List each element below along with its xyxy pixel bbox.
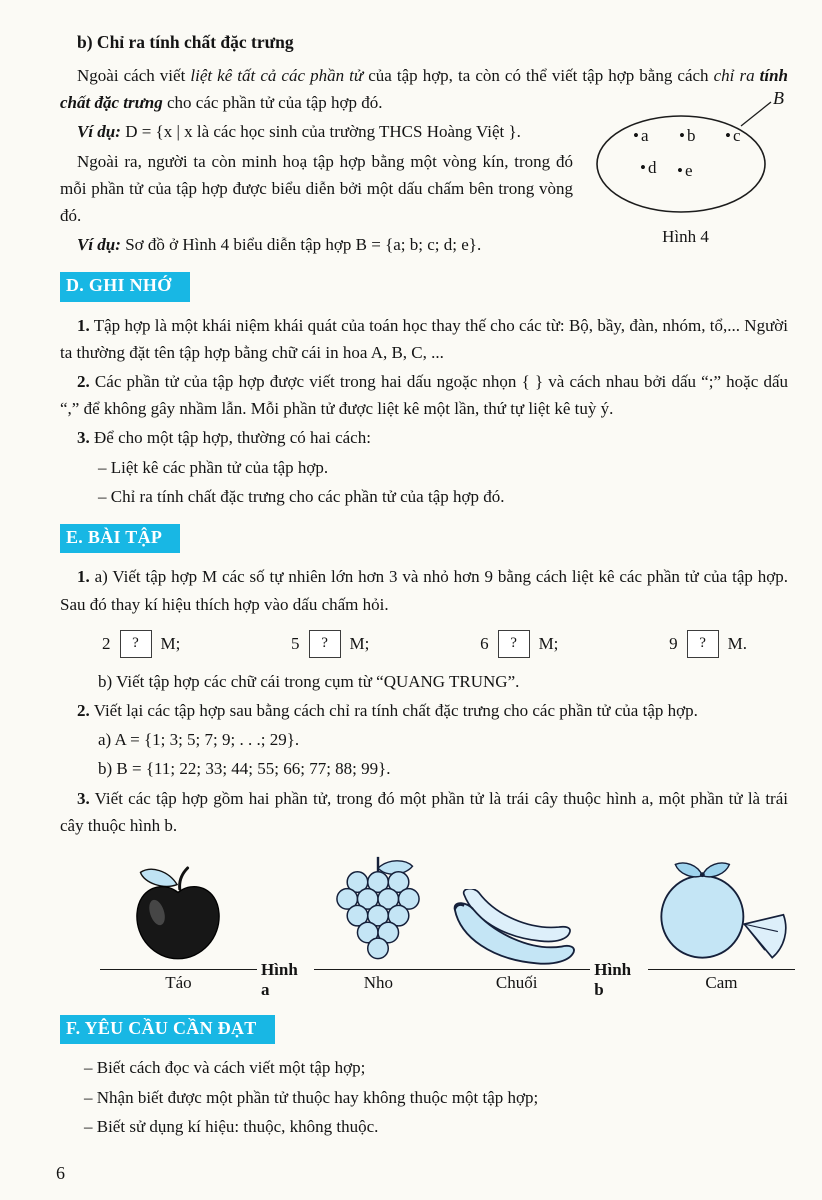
goal-item-3: – Biết sử dụng kí hiệu: thuộc, không thuộc. [84, 1117, 379, 1137]
apple-icon [130, 865, 226, 967]
membership-question [291, 630, 369, 658]
text-run-bold-italic: tính chất đặc trưng [60, 66, 788, 113]
banana-icon [446, 889, 588, 967]
fruit-label-grapes: Nho [363, 972, 393, 992]
section-d-header: D. GHI NHỚ [60, 272, 190, 301]
exercise-3 [60, 785, 788, 839]
answer-box: ? [498, 630, 530, 658]
question-number: 2 [102, 633, 111, 653]
question-number: 5 [291, 633, 300, 653]
apple-image [130, 865, 226, 967]
note-item-2 [60, 368, 788, 422]
goal-item-2: – Nhận biết được một phần tử thuộc hay không thuộc một tập hợp; [84, 1087, 539, 1107]
apple-figure [100, 865, 257, 993]
element-dot-d: • d [640, 158, 656, 178]
grapes-icon [326, 855, 430, 967]
question-number: 6 [480, 633, 489, 653]
ground-line [443, 969, 590, 970]
element-dot-e: • e [677, 161, 693, 181]
item-text: Tập hợp là một khái niệm khái quát của toán học thay thế cho các từ: Bộ, bầy, đàn, nhóm, tổ,... Người ta thường đặt tên tập hợp bằng chữ cái in hoa A, B, C, ... [60, 315, 788, 362]
fruit-figures [100, 855, 795, 999]
figure-4-caption: Hình 4 [662, 227, 709, 247]
fruit-label-orange: Cam [705, 972, 738, 992]
set-suffix: M; [349, 633, 370, 653]
ground-line [648, 969, 795, 970]
exercise-1 [60, 563, 788, 617]
element-dot-b: • b [679, 126, 695, 146]
text-run: cho các phần tử của tập hợp đó. [162, 93, 383, 113]
item-number: 3. [77, 428, 90, 448]
set-suffix: M; [538, 633, 559, 653]
exercise-text: Viết các tập hợp gồm hai phần tử, trong đó một phần tử là trái cây thuộc hình a, một phần tử là trái cây thuộc hình b. [60, 788, 788, 835]
exercise-number: 1. [77, 567, 90, 587]
banana-image [446, 889, 588, 967]
question-number: 9 [669, 633, 678, 653]
orange-image [651, 857, 791, 967]
set-diagram-figure [583, 88, 788, 247]
goal-item-1: – Biết cách đọc và cách viết một tập hợp; [84, 1058, 366, 1078]
note-item-1 [60, 312, 788, 366]
membership-question [102, 630, 180, 658]
figure-b-caption: Hình b [594, 959, 632, 999]
note-item-3 [60, 424, 788, 451]
grapes-image [326, 855, 430, 967]
exercise-text: Viết lại các tập hợp sau bằng cách chỉ ra tính chất đặc trưng cho các phần tử của tập hợp. [89, 700, 698, 720]
membership-fill-row [102, 630, 747, 658]
note-dash-2: – Chỉ ra tính chất đặc trưng cho các phần tử của tập hợp đó. [98, 486, 505, 506]
banana-figure [443, 889, 590, 993]
exercise-2b: b) B = {11; 22; 33; 44; 55; 66; 77; 88; 99}. [98, 759, 391, 779]
exercise-number: 2. [77, 700, 90, 720]
fruit-label-apple: Táo [165, 972, 192, 992]
ellipse-outline-icon [583, 92, 788, 226]
fruit-label-banana: Chuối [495, 972, 538, 992]
membership-question [480, 630, 558, 658]
set-name-label: B [773, 88, 784, 109]
exercise-2a: a) A = {1; 3; 5; 7; 9; . . .; 29}. [98, 730, 300, 750]
note-dash-1: – Liệt kê các phần tử của tập hợp. [98, 457, 329, 477]
item-text: Để cho một tập hợp, thường có hai cách: [89, 428, 371, 448]
exercise-1b: b) Viết tập hợp các chữ cái trong cụm từ “QUANG TRUNG”. [98, 671, 520, 691]
item-number: 2. [77, 372, 90, 392]
answer-box: ? [120, 630, 152, 658]
element-dot-a: • a [633, 126, 649, 146]
exercise-2 [60, 697, 788, 724]
set-suffix: M; [160, 633, 181, 653]
text-run: của tập hợp, ta còn có thể viết tập hợp bằng cách [363, 66, 714, 85]
page-number: 6 [56, 1163, 65, 1183]
venn-diagram [583, 88, 788, 226]
membership-question [669, 630, 747, 658]
example-text: D = {x | x là các học sinh của trường THCS Hoàng Việt }. [120, 122, 521, 142]
set-suffix: M. [727, 633, 747, 653]
orange-figure [648, 857, 795, 993]
intro-paragraph-2: Ngoài ra, người ta còn minh hoạ tập hợp bằng một vòng kín, trong đó mỗi phần tử của tập hợp được biểu diễn bởi một dấu chấm bên trong vòng đó. [60, 151, 573, 225]
ground-line [314, 969, 443, 970]
element-dot-c: • c [725, 126, 741, 146]
text-run: Ngoài cách viết [77, 66, 191, 85]
section-e-header: E. BÀI TẬP [60, 524, 180, 553]
exercise-number: 3. [77, 788, 90, 808]
item-text: Các phần tử của tập hợp được viết trong hai dấu ngoặc nhọn { } và cách nhau bởi dấu “;” hoặc dấu “,” để không gây nhầm lẫn. Mỗi phần tử được liệt kê một lần, thứ tự liệt kê tuỳ ý. [60, 372, 788, 419]
exercise-text: a) Viết tập hợp M các số tự nhiên lớn hơn 3 và nhỏ hơn 9 bằng cách liệt kê các phần tử của tập hợp. Sau đó thay kí hiệu thích hợp vào dấu chấm hỏi. [60, 567, 788, 614]
example-text: Sơ đồ ở Hình 4 biểu diễn tập hợp B = {a; b; c; d; e}. [120, 235, 482, 255]
example-label: Ví dụ: [77, 235, 121, 255]
item-number: 1. [77, 315, 90, 335]
section-b-heading: b) Chỉ ra tính chất đặc trưng [77, 32, 294, 52]
example-label: Ví dụ: [77, 122, 121, 142]
text-run-italic: liệt kê tất cả các phần tử [190, 66, 364, 85]
text-run-italic: chỉ ra [713, 66, 760, 85]
ground-line [100, 969, 257, 970]
answer-box: ? [687, 630, 719, 658]
answer-box: ? [309, 630, 341, 658]
figure-a-caption: Hình a [260, 959, 298, 999]
section-f-header: F. YÊU CẦU CẦN ĐẠT [60, 1015, 275, 1044]
grapes-figure [314, 855, 443, 993]
orange-icon [651, 857, 791, 967]
